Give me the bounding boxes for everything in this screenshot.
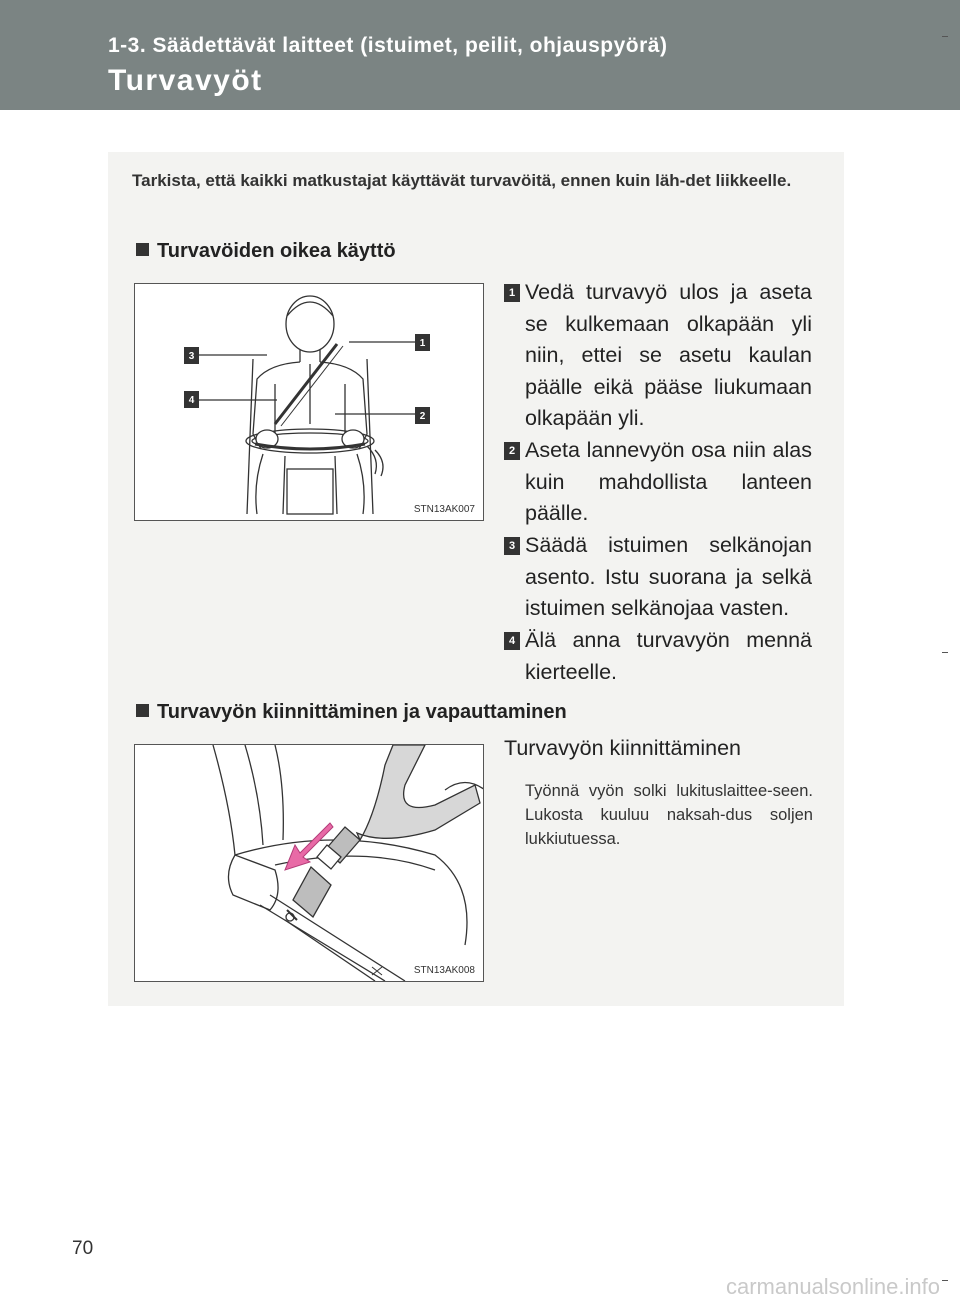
step-4 — [504, 625, 812, 688]
margin-tick — [942, 652, 948, 653]
margin-tick — [942, 36, 948, 37]
intro-text: Tarkista, että kaikki matkustajat käyttävät turvavöitä, ennen kuin läh-det liikkeelle. — [132, 171, 792, 190]
page-number: 70 — [72, 1238, 94, 1259]
bullet-square-icon — [136, 243, 149, 256]
step-number-badge: 2 — [504, 442, 520, 460]
margin-tick — [942, 1280, 948, 1281]
callout-label: 3 — [188, 351, 195, 362]
step-text: Säädä istuimen selkänojan asento. Istu suorana ja selkä istuimen selkänojaa vasten. — [525, 533, 812, 620]
callout-label: 1 — [419, 338, 426, 349]
watermark: carmanualsonline.info — [725, 1274, 940, 1299]
step-2 — [504, 435, 812, 530]
callout-label: 4 — [188, 395, 195, 406]
buckle-illustration — [135, 745, 483, 981]
step-3 — [504, 530, 812, 625]
bullet-square-icon — [136, 704, 149, 717]
step-text: Älä anna turvavyön mennä kierteelle. — [525, 628, 812, 684]
section-heading-text: Turvavöiden oikea käyttö — [157, 240, 396, 262]
callout-label: 2 — [419, 411, 426, 422]
chapter-header — [0, 0, 960, 110]
figure-code: STN13AK007 — [413, 504, 475, 515]
figure-code: STN13AK008 — [413, 965, 475, 976]
step-number-badge: 4 — [504, 632, 520, 650]
fastening-instruction: Työnnä vyön solki lukituslaittee-seen. Lukosta kuuluu naksah-dus soljen lukkiutuessa. — [525, 782, 813, 848]
chapter-title: 1-3. Säädettävät laitteet (istuimet, peilit, ohjauspyörä) — [108, 34, 668, 57]
occupant-illustration — [135, 284, 483, 520]
subheading-fastening: Turvavyön kiinnittäminen — [504, 736, 742, 760]
step-text: Aseta lannevyön osa niin alas kuin mahdollista lanteen päälle. — [525, 438, 812, 525]
figure-seatbelt-position — [134, 283, 484, 521]
figure-buckle-fastening — [134, 744, 484, 982]
section-heading-text: Turvavyön kiinnittäminen ja vapauttaminen — [157, 701, 567, 723]
section-heading-usage — [136, 240, 396, 263]
step-number-badge: 3 — [504, 537, 520, 555]
step-text: Vedä turvavyö ulos ja aseta se kulkemaan olkapään yli niin, ettei se asetu kaulan päälle eikä pääse liukumaan olkapään yli. — [525, 280, 812, 430]
section-heading-fastening — [136, 701, 567, 724]
step-number-badge: 1 — [504, 284, 520, 302]
step-1 — [504, 277, 812, 435]
page-title: Turvavyöt — [108, 64, 263, 97]
